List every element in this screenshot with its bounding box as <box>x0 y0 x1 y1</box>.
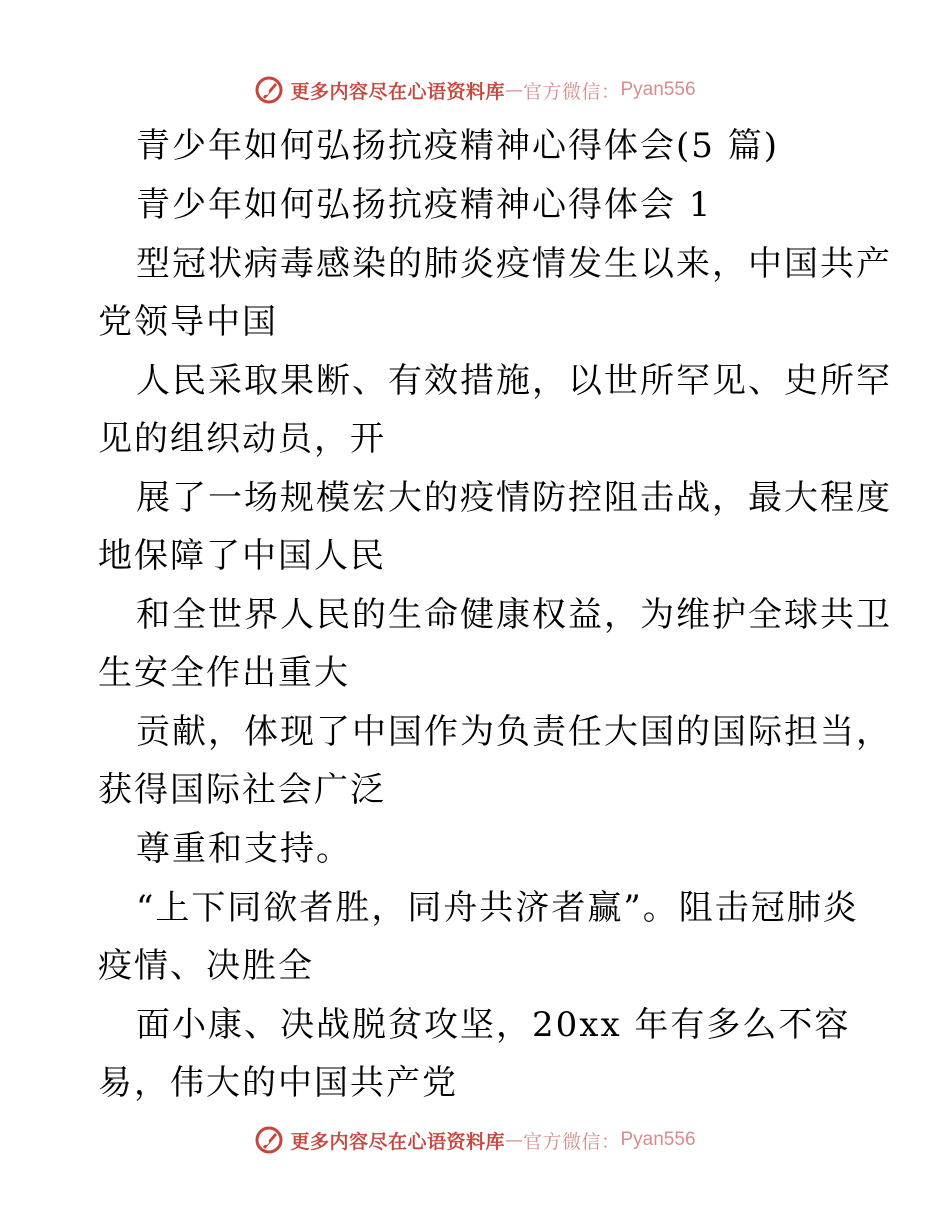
paragraph-line: “上下同欲者胜，同舟共济者赢”。阻击冠肺炎 <box>136 888 859 928</box>
paragraph-line: 展了一场规模宏大的疫情防控阻击战，最大程度 <box>136 478 892 518</box>
paragraph-line: 和全世界人民的生命健康权益，为维护全球共卫 <box>136 595 892 635</box>
paragraph-line: 地保障了中国人民 <box>98 536 386 576</box>
quill-logo-icon <box>254 1125 284 1155</box>
footer-banner <box>0 1120 950 1160</box>
quill-logo-icon <box>254 75 284 105</box>
banner-title: 更多内容尽在心语资料库 <box>290 1130 505 1153</box>
paragraph-line: 尊重和支持。 <box>136 829 352 869</box>
banner-dash: — <box>504 79 523 101</box>
section-heading: 青少年如何弘扬抗疫精神心得体会 1 <box>136 185 713 225</box>
paragraph-line: 人民采取果断、有效措施，以世所罕见、史所罕 <box>136 361 892 401</box>
paragraph-line: 型冠状病毒感染的肺炎疫情发生以来，中国共产 <box>136 244 892 284</box>
banner-label: 官方微信： <box>522 80 621 103</box>
paragraph-line: 疫情、决胜全 <box>98 946 314 986</box>
paragraph-line: 获得国际社会广泛 <box>98 770 386 810</box>
paragraph-line: 党领导中国 <box>98 302 278 342</box>
banner-label: 官方微信： <box>522 1130 621 1153</box>
header-banner <box>0 70 950 110</box>
paragraph-line: 易，伟大的中国共产党 <box>98 1063 458 1103</box>
paragraph-line: 见的组织动员，开 <box>98 419 386 459</box>
paragraph-line: 生安全作出重大 <box>98 653 350 693</box>
banner-title: 更多内容尽在心语资料库 <box>290 80 505 103</box>
paragraph-line: 面小康、决战脱贫攻坚，20xx 年有多么不容 <box>136 1005 851 1045</box>
paragraph-line: 贡献，体现了中国作为负责任大国的国际担当， <box>136 712 892 752</box>
banner-wechat-id: Pyan556 <box>620 79 696 100</box>
banner-wechat-id: Pyan556 <box>620 1129 696 1150</box>
banner-dash: — <box>504 1129 523 1151</box>
document-title: 青少年如何弘扬抗疫精神心得体会(5 篇) <box>136 126 779 166</box>
